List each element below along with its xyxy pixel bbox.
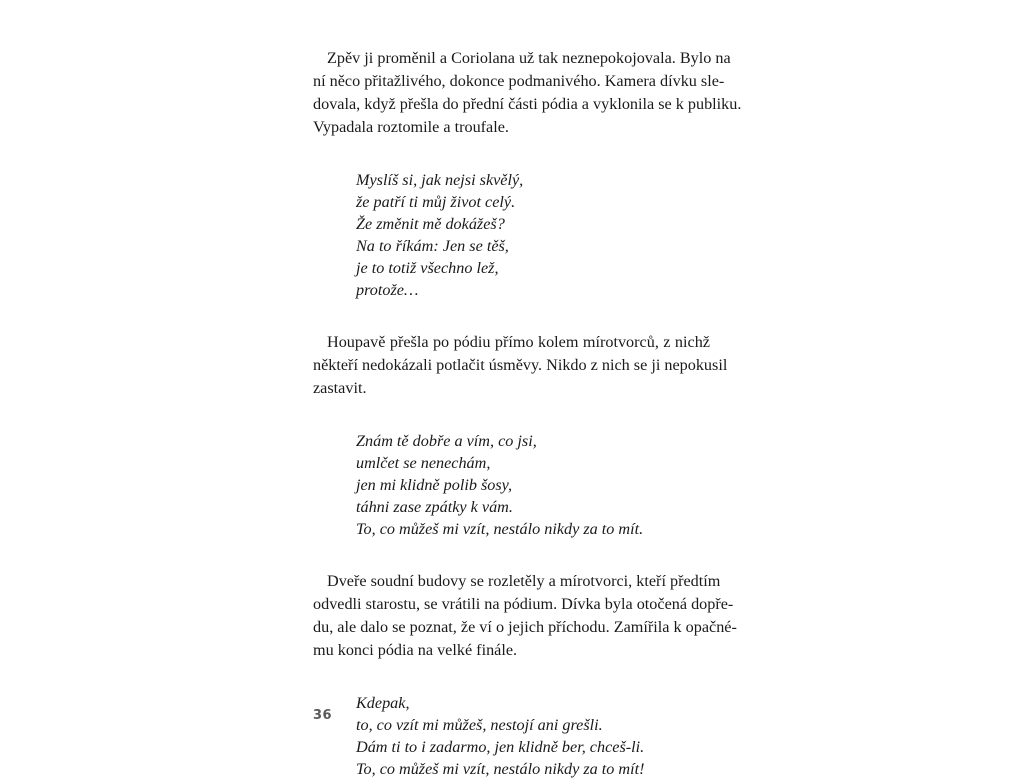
verse-line: že patří ti můj život celý. xyxy=(356,193,516,211)
text-line: Dveře soudní budovy se rozletěly a mírotvorci, kteří předtím xyxy=(327,572,721,590)
verse-line: To, co můžeš mi vzít, nestálo nikdy za to mít. xyxy=(356,520,644,538)
text-line: Vypadala roztomile a troufale. xyxy=(313,118,509,136)
verse-line: umlčet se nenechám, xyxy=(356,454,491,472)
verse-line: táhni zase zpátky k vám. xyxy=(356,498,513,516)
text-line: odvedli starostu, se vrátili na pódium. Dívka byla otočená dopře- xyxy=(313,595,734,613)
verse-line: Kdepak, xyxy=(356,694,410,712)
text-line: ní něco přitažlivého, dokonce podmanivého. Kamera dívku sle- xyxy=(313,72,725,90)
verse-line: Myslíš si, jak nejsi skvělý, xyxy=(356,171,524,189)
verse-line: Na to říkám: Jen se těš, xyxy=(356,237,509,255)
verse-line: Znám tě dobře a vím, co jsi, xyxy=(356,432,537,450)
page-number: 36 xyxy=(313,708,333,723)
verse-line: to, co vzít mi můžeš, nestojí ani grešli. xyxy=(356,716,603,734)
verse-line: je to totiž všechno lež, xyxy=(356,259,499,277)
text-line: du, ale dalo se poznat, že ví o jejich příchodu. Zamířila k opačné- xyxy=(313,618,737,636)
verse-line: Dám ti to i zadarmo, jen klidně ber, chceš-li. xyxy=(356,738,645,756)
text-line: Houpavě přešla po pódiu přímo kolem mírotvorců, z nichž xyxy=(327,333,710,351)
verse-line: To, co můžeš mi vzít, nestálo nikdy za to mít! xyxy=(356,760,645,778)
text-line: Zpěv ji proměnil a Coriolana už tak neznepokojovala. Bylo na xyxy=(327,49,731,67)
paragraph-1 xyxy=(313,47,742,139)
verse-line: jen mi klidně polib šosy, xyxy=(356,476,513,494)
text-line: dovala, když přešla do přední části pódia a vyklonila se k publiku. xyxy=(313,95,742,113)
verse-2 xyxy=(313,430,710,540)
paragraph-2 xyxy=(313,331,728,400)
text-line: mu konci pódia na velké finále. xyxy=(313,641,518,659)
verse-3 xyxy=(313,692,710,780)
verse-line: protože… xyxy=(356,281,419,299)
text-line: zastavit. xyxy=(313,379,367,397)
verse-line: Že změnit mě dokážeš? xyxy=(356,215,505,233)
verse-1 xyxy=(313,169,710,301)
paragraph-3 xyxy=(313,570,737,662)
page-body xyxy=(313,47,742,780)
text-line: někteří nedokázali potlačit úsměvy. Nikdo z nich se ji nepokusil xyxy=(313,356,728,374)
